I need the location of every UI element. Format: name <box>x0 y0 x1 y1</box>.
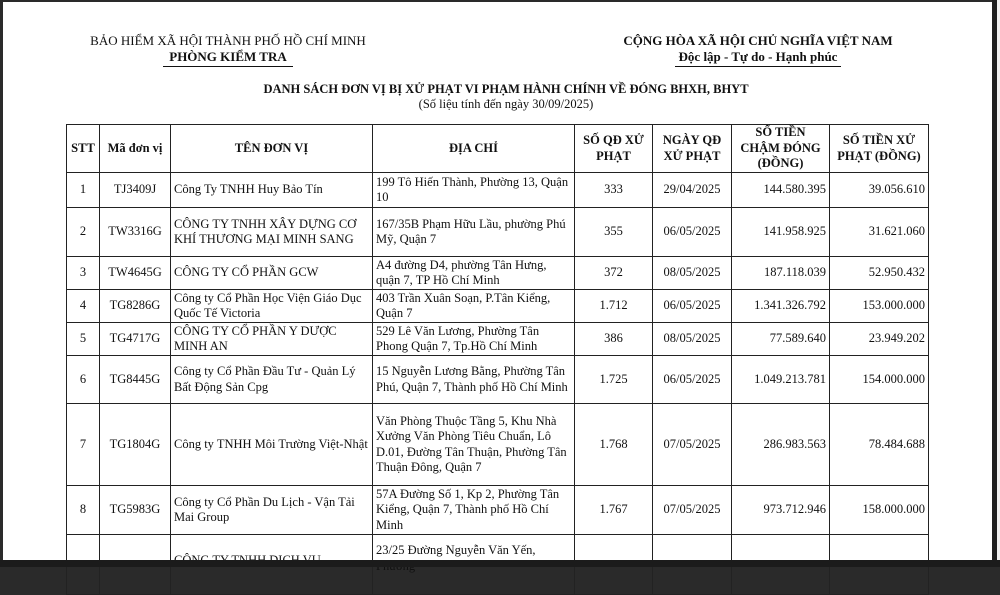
cell-late-amount: 77.589.640 <box>732 323 830 356</box>
cell-name: Công ty Cổ Phần Du Lịch - Vận Tải Mai Group <box>171 486 373 535</box>
cell-fine-amount: 153.000.000 <box>830 290 929 323</box>
cell-name: Công ty Cổ Phần Đầu Tư - Quản Lý Bất Động Sản Cpg <box>171 356 373 404</box>
cell-address: 529 Lê Văn Lương, Phường Tân Phong Quận 7, Tp.Hồ Chí Minh <box>373 323 575 356</box>
cell-code: TW4645G <box>100 257 171 290</box>
cell-fine-amount: 52.950.432 <box>830 257 929 290</box>
cell-stt: 4 <box>67 290 100 323</box>
cell-fine-amount: 31.621.060 <box>830 208 929 257</box>
cell-code: TG8445G <box>100 356 171 404</box>
table-row <box>67 173 929 208</box>
cell-late-amount: 187.118.039 <box>732 257 830 290</box>
table-header-row <box>67 125 929 173</box>
cell-name: Công ty TNHH Môi Trường Việt-Nhật <box>171 404 373 486</box>
table-row <box>67 486 929 535</box>
cell-decision-date: 06/05/2025 <box>653 290 732 323</box>
document-subtitle: (Số liệu tính đến ngày 30/09/2025) <box>418 97 594 111</box>
cell-late-amount: 1.049.213.781 <box>732 356 830 404</box>
column-header-stt: STT <box>67 125 100 173</box>
cell-address: 199 Tô Hiến Thành, Phường 13, Quận 10 <box>373 173 575 208</box>
table-row <box>67 404 929 486</box>
cell-decision-no: 333 <box>575 173 653 208</box>
table-row <box>67 323 929 356</box>
cell-name: Công ty Cổ Phần Học Viện Giáo Dục Quốc Tế Victoria <box>171 290 373 323</box>
column-header-late-amount: SỐ TIỀN CHẬM ĐÓNG (ĐỒNG) <box>732 125 830 173</box>
table-row <box>67 356 929 404</box>
cell-stt: 3 <box>67 257 100 290</box>
cell-code: TG5983G <box>100 486 171 535</box>
cell-stt: 2 <box>67 208 100 257</box>
viewer-bottom-bar <box>0 560 1000 567</box>
cell-late-amount: 1.341.326.792 <box>732 290 830 323</box>
column-header-address: ĐỊA CHỈ <box>373 125 575 173</box>
cell-address: Văn Phòng Thuộc Tầng 5, Khu Nhà Xưởng Văn Phòng Tiêu Chuẩn, Lô D.01, Đường Tân Thuận, Phường Tân Thuận Đông, Quận 7 <box>373 404 575 486</box>
cell-address: 57A Đường Số 1, Kp 2, Phường Tân Kiểng, Quận 7, Thành phố Hồ Chí Minh <box>373 486 575 535</box>
cell-code: TW3316G <box>100 208 171 257</box>
cell-stt: 7 <box>67 404 100 486</box>
cell-fine-amount: 154.000.000 <box>830 356 929 404</box>
cell-name: CÔNG TY CỔ PHẦN GCW <box>171 257 373 290</box>
cell-decision-no: 1.768 <box>575 404 653 486</box>
cell-decision-no: 386 <box>575 323 653 356</box>
cell-code: TJ3409J <box>100 173 171 208</box>
cell-decision-date: 06/05/2025 <box>653 208 732 257</box>
document-title: DANH SÁCH ĐƠN VỊ BỊ XỬ PHẠT VI PHẠM HÀNH CHÍNH VỀ ĐÓNG BHXH, BHYT <box>263 82 749 96</box>
issuer-department: PHÒNG KIỂM TRA <box>163 49 293 67</box>
cell-decision-no: 372 <box>575 257 653 290</box>
table-row <box>67 208 929 257</box>
column-header-fine-amount: SỐ TIỀN XỬ PHẠT (ĐỒNG) <box>830 125 929 173</box>
cell-late-amount: 141.958.925 <box>732 208 830 257</box>
cell-late-amount: 286.983.563 <box>732 404 830 486</box>
table-row <box>67 257 929 290</box>
table-row <box>67 290 929 323</box>
column-header-decision-no: SỐ QĐ XỬ PHẠT <box>575 125 653 173</box>
cell-decision-date: 06/05/2025 <box>653 356 732 404</box>
national-title: CỘNG HÒA XÃ HỘI CHỦ NGHĨA VIỆT NAM <box>623 33 893 48</box>
cell-code: TG8286G <box>100 290 171 323</box>
cell-stt: 1 <box>67 173 100 208</box>
cell-decision-no: 1.725 <box>575 356 653 404</box>
cell-address-text: 23/25 Đường Nguyễn Văn Yến, <box>376 543 536 557</box>
national-motto: Độc lập - Tự do - Hạnh phúc <box>675 49 842 67</box>
cell-address: 15 Nguyễn Lương Bằng, Phường Tân Phú, Quận 7, Thành phố Hồ Chí Minh <box>373 356 575 404</box>
document-page <box>3 2 992 560</box>
cell-decision-no: 1.712 <box>575 290 653 323</box>
cell-decision-date: 08/05/2025 <box>653 323 732 356</box>
cell-fine-amount: 158.000.000 <box>830 486 929 535</box>
cell-decision-date: 07/05/2025 <box>653 404 732 486</box>
national-header <box>603 33 913 67</box>
cell-stt: 5 <box>67 323 100 356</box>
cell-decision-no: 355 <box>575 208 653 257</box>
cell-name: Công Ty TNHH Huy Bảo Tín <box>171 173 373 208</box>
cell-decision-date: 29/04/2025 <box>653 173 732 208</box>
cell-late-amount: 144.580.395 <box>732 173 830 208</box>
cell-stt: 8 <box>67 486 100 535</box>
cell-fine-amount: 78.484.688 <box>830 404 929 486</box>
column-header-name: TÊN ĐƠN VỊ <box>171 125 373 173</box>
column-header-code: Mã đơn vị <box>100 125 171 173</box>
cell-name: CÔNG TY TNHH XÂY DỰNG CƠ KHÍ THƯƠNG MẠI MINH SANG <box>171 208 373 257</box>
cell-fine-amount: 39.056.610 <box>830 173 929 208</box>
cell-decision-date: 07/05/2025 <box>653 486 732 535</box>
cell-decision-date: 08/05/2025 <box>653 257 732 290</box>
issuer-organization: BẢO HIỂM XÃ HỘI THÀNH PHỐ HỒ CHÍ MINH <box>90 33 366 48</box>
cell-name: CÔNG TY CỔ PHẦN Y DƯỢC MINH AN <box>171 323 373 356</box>
issuer-header <box>63 33 393 67</box>
cell-fine-amount: 23.949.202 <box>830 323 929 356</box>
violations-table <box>66 124 929 595</box>
column-header-decision-date: NGÀY QĐ XỬ PHẠT <box>653 125 732 173</box>
cell-address: 403 Trần Xuân Soạn, P.Tân Kiểng, Quận 7 <box>373 290 575 323</box>
cell-address: A4 đường D4, phường Tân Hưng, quận 7, TP Hồ Chí Minh <box>373 257 575 290</box>
cell-code: TG4717G <box>100 323 171 356</box>
cell-decision-no: 1.767 <box>575 486 653 535</box>
cell-late-amount: 973.712.946 <box>732 486 830 535</box>
cell-address: 167/35B Phạm Hữu Lầu, phường Phú Mỹ, Quận 7 <box>373 208 575 257</box>
cell-stt: 6 <box>67 356 100 404</box>
cell-code: TG1804G <box>100 404 171 486</box>
